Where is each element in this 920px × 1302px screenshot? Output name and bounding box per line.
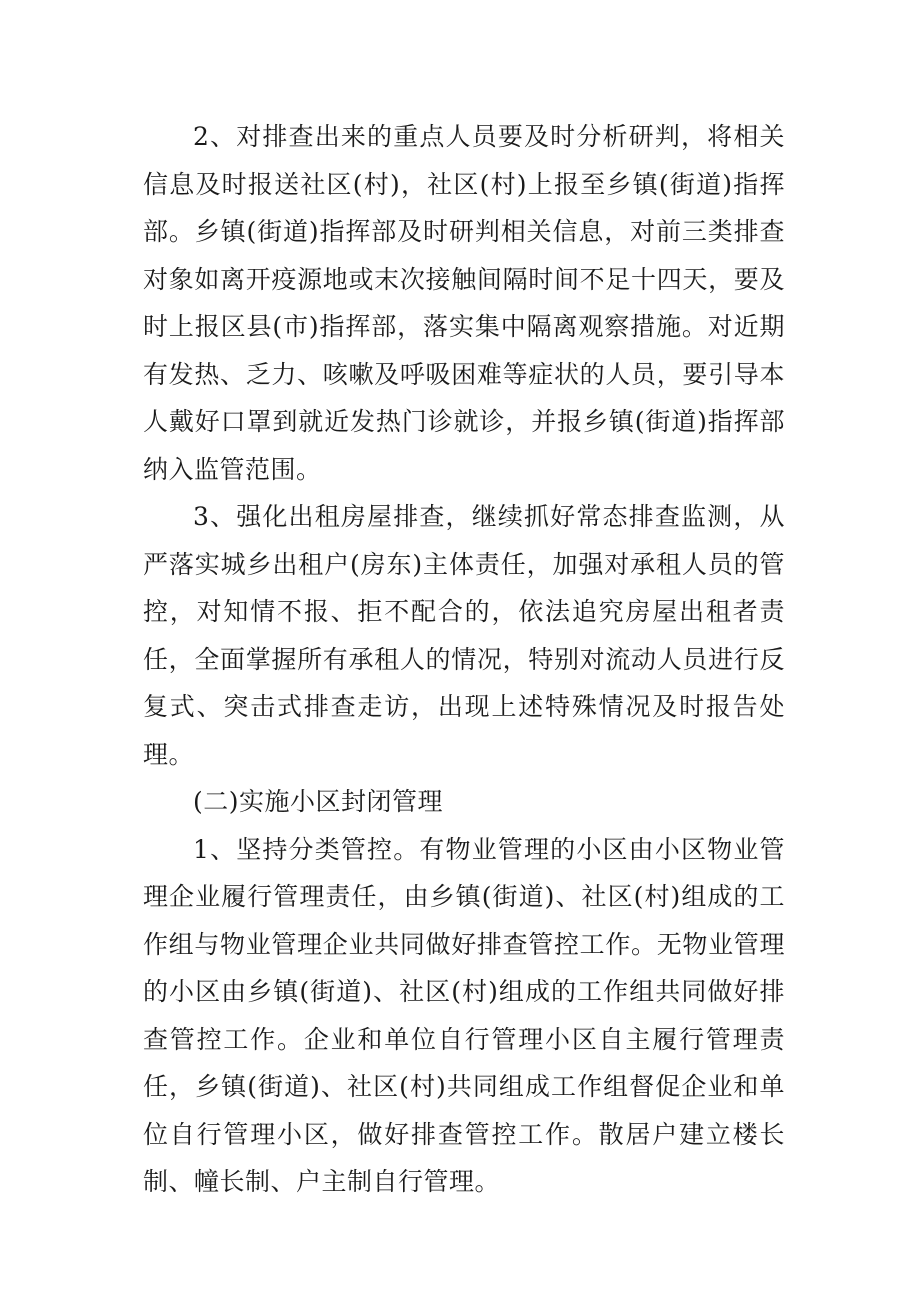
paragraph-classified-control: 1、坚持分类管控。有物业管理的小区由小区物业管理企业履行管理责任，由乡镇(街道)、社区(村)组成的工作组与物业管理企业共同做好排查管控工作。无物业管理的小区由乡镇(街道)、社区(村)组成的工作组共同做好排查管控工作。企业和单位自行管理小区自主履行管理责任，乡镇(街道)、社区(村)共同组成工作组督促企业和单位自行管理小区，做好排查管控工作。散居户建立楼长制、幢长制、户主制自行管理。 [143, 834, 785, 1196]
paragraph-rental-housing-inspection: 3、强化出租房屋排查，继续抓好常态排查监测，从严落实城乡出租户(房东)主体责任，加强对承租人员的管控，对知情不报、拒不配合的，依法追究房屋出租者责任，全面掌握所有承租人的情况，特别对流动人员进行反复式、突击式排查走访，出现上述特殊情况及时报告处理。 [143, 502, 785, 769]
paragraph-report-key-persons: 2、对排查出来的重点人员要及时分析研判，将相关信息及时报送社区(村)，社区(村)上报至乡镇(街道)指挥部。乡镇(街道)指挥部及时研判相关信息，对前三类排查对象如离开疫源地或末次接触间隔时间不足十四天，要及时上报区县(市)指挥部，落实集中隔离观察措施。对近期有发热、乏力、咳嗽及呼吸困难等症状的人员，要引导本人戴好口罩到就近发热门诊就诊，并报乡镇(街道)指挥部纳入监管范围。 [143, 122, 785, 484]
document-body [143, 113, 785, 1206]
section-heading-community-closure: (二)实施小区封闭管理 [193, 787, 444, 816]
